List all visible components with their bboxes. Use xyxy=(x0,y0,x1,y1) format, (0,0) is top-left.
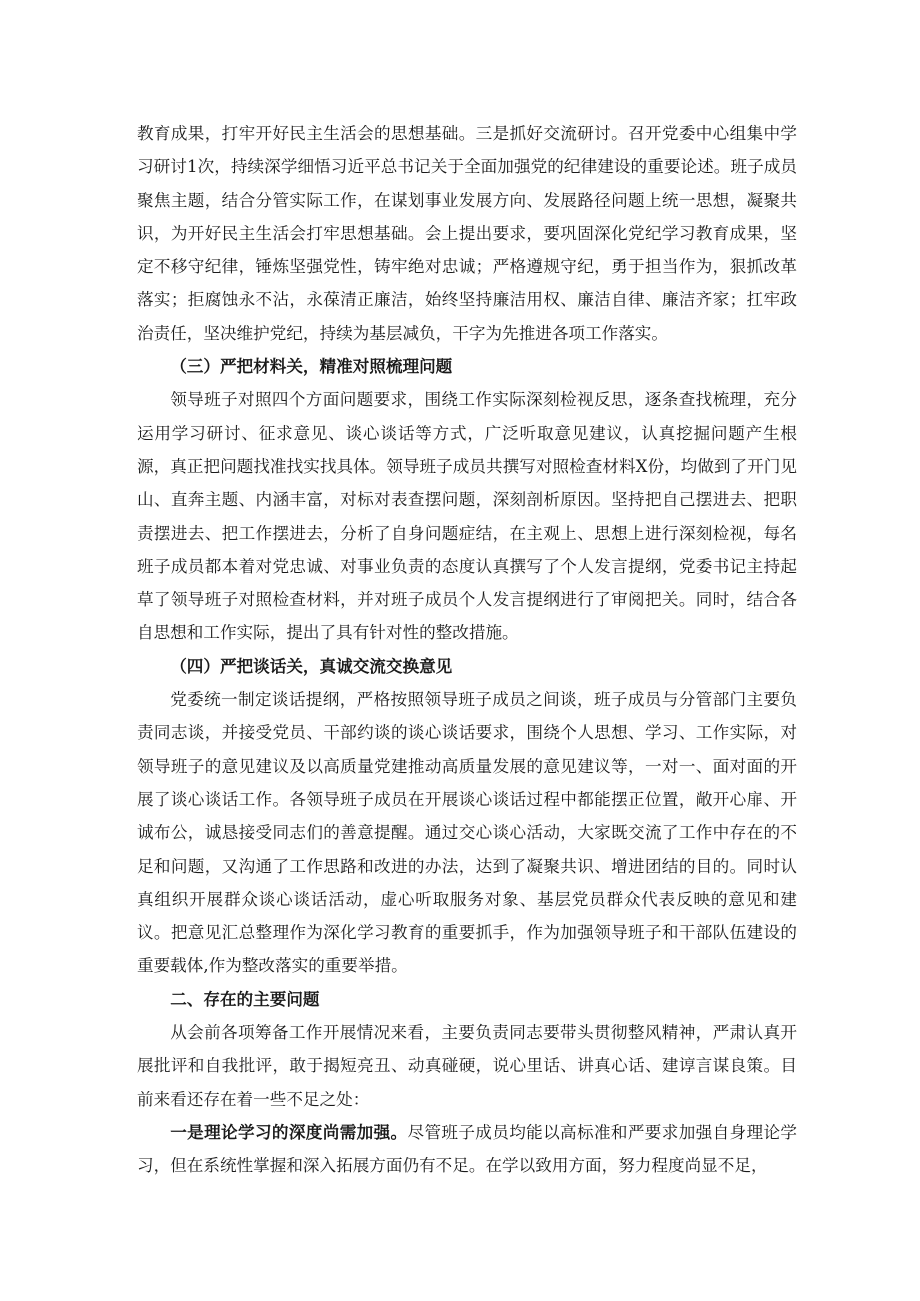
paragraph-talks: 党委统一制定谈话提纲，严格按照领导班子成员之间谈，班子成员与分管部门主要负责同志谈，并接受党员、干部约谈的谈心谈话要求，围绕个人思想、学习、工作实际，对领导班子的意见建议及以高质量党建推动高质量发展的意见建议等，一对一、面对面的开展了谈心谈话工作。各领导班子成员在开展谈心谈话过程中都能摆正位置，敞开心扉、开诚布公，诚恳接受同志们的善意提醒。通过交心谈心活动，大家既交流了工作中存在的不足和问题，又沟通了工作思路和改进的办法，达到了凝聚共识、增进团结的目的。同时认真组织开展群众谈心谈话活动，虚心听取服务对象、基层党员群众代表反映的意见和建议。把意见汇总整理作为深化学习教育的重要抓手，作为加强领导班子和干部队伍建设的重要载体,作为整改落实的重要举措。 xyxy=(137,690,797,976)
problem-one-body: 尽管班子成员均能以高标准和严要求加强自身理论学习，但在系统性掌握和深入拓展方面仍有不足。在学以致用方面，努力程度尚显不足， xyxy=(137,1122,798,1176)
subheading-materials: （三）严把材料关，精准对照梳理问题 xyxy=(170,356,453,377)
paragraph-continuation: 教育成果，打牢开好民主生活会的思想基础。三是抓好交流研讨。召开党委中心组集中学习研讨1次，持续深学细悟习近平总书记关于全面加强党的纪律建设的重要论述。班子成员聚焦主题，结合分管实际工作，在谋划事业发展方向、发展路径问题上统一思想，凝聚共识，为开好民主生活会打牢思想基础。会上提出要求，要巩固深化党纪学习教育成果，坚定不移守纪律，锤炼坚强党性，铸牢绝对忠诚；严格遵规守纪，勇于担当作为，狠抓改革落实；拒腐蚀永不沾，永葆清正廉洁，始终坚持廉洁用权、廉洁自律、廉洁齐家；扛牢政治责任，坚决维护党纪，持续为基层减负，干字为先推进各项工作落实。 xyxy=(137,124,797,343)
section-title-main-problems: 二、存在的主要问题 xyxy=(170,988,320,1009)
subheading-talks: （四）严把谈话关，真诚交流交换意见 xyxy=(170,655,453,676)
paragraph-materials: 领导班子对照四个方面问题要求，围绕工作实际深刻检视反思，逐条查找梳理，充分运用学习研讨、征求意见、谈心谈话等方式，广泛听取意见建议，认真挖掘问题产生根源，真正把问题找准找实找具体。领导班子成员共撰写对照检查材料X份，均做到了开门见山、直奔主题、内涵丰富，对标对表查摆问题，深刻剖析原因。坚持把自己摆进去、把职责摆进去、把工作摆进去，分析了自身问题症结，在主观上、思想上进行深刻检视，每名班子成员都本着对党忠诚、对事业负责的态度认真撰写了个人发言提纲，党委书记主持起草了领导班子对照检查材料，并对班子成员个人发言提纲进行了审阅把关。同时，结合各自思想和工作实际，提出了具有针对性的整改措施。 xyxy=(137,390,797,643)
document-body xyxy=(137,117,797,1183)
paragraph-problems-intro: 从会前各项筹备工作开展情况来看，主要负责同志要带头贯彻整风精神，严肃认真开展批评和自我批评，敢于揭短亮丑、动真碰硬，说心里话、讲真心话、建谆言谋良策。目前来看还存在着一些不足之处： xyxy=(137,1023,797,1109)
paragraph-problem-one xyxy=(137,1116,797,1183)
problem-one-lead: 一是理论学习的深度尚需加强。 xyxy=(170,1121,408,1142)
